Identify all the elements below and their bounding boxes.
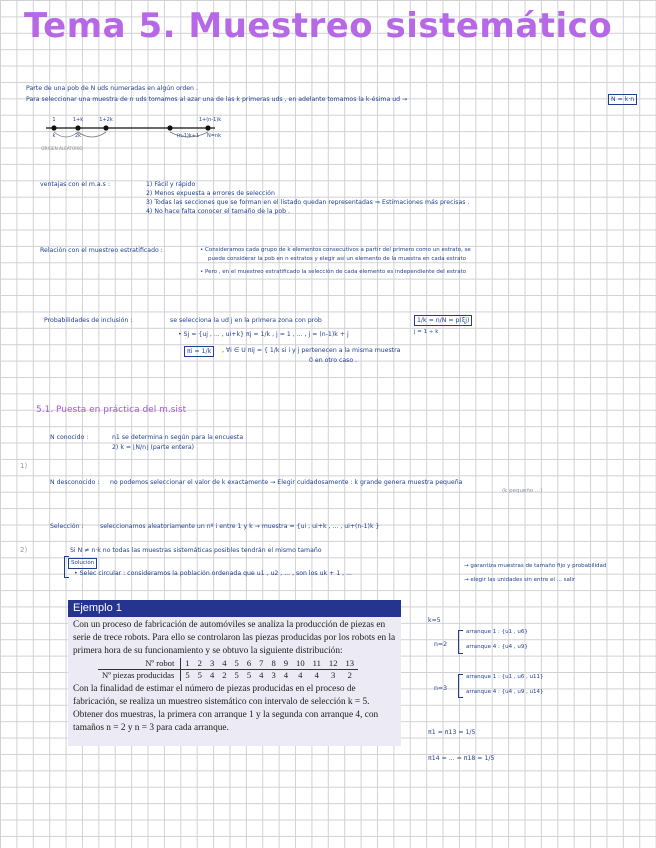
table-cell: 4 — [283, 670, 289, 680]
ventaja-3: 3) Todas las secciones que se forman en el listado quedan representadas ⇒ Estimaciones más precisas . — [146, 199, 470, 206]
table-cell: 4 — [314, 670, 319, 680]
table-cell: 7 — [255, 658, 267, 670]
row-label-piezas: Nº piezas producidas — [98, 670, 181, 682]
diagram-label-top-2: 1+k — [72, 117, 84, 123]
formula-box-n: N = k·n — [608, 94, 637, 105]
table-cell: 5 — [231, 658, 243, 670]
prob-label: Probabilidades de inclusión : — [44, 317, 133, 324]
table-cell: 13 — [342, 658, 359, 670]
ventajas-label: ventajas con el m.a.s : — [40, 181, 110, 188]
seleccion-label: Selección : — [50, 523, 84, 530]
relacion-label: Relación con el muestreo estratificado : — [40, 247, 163, 254]
diagram-point-5 — [205, 125, 210, 130]
table-cell: 5 — [234, 670, 239, 680]
relacion-1: • Consideramos cada grupo de k elementos consecutivos a partir del primero como un estrato, se — [200, 247, 471, 253]
prob-line-1: se selecciona la ud j en la primera zona con prob — [170, 317, 322, 324]
table-cell: 6 — [243, 658, 255, 670]
solution-n3-a: arranque 1 : {u1 , u6 , u11} — [466, 674, 544, 680]
table-cell: 11 — [309, 658, 325, 670]
table-cell: 5 — [185, 670, 190, 680]
diagram-caption: ORIGEN ALEATORIO — [41, 146, 83, 151]
table-cell: 8 — [267, 658, 279, 670]
ventaja-1: 1) Fácil y rápido — [146, 181, 196, 188]
solucion-label: Solución — [68, 558, 97, 569]
example-box — [68, 600, 401, 746]
n-unknown-label: N desconocido : — [50, 479, 100, 486]
relacion-2: puede considerar la pob en n estratos y elegir así un elemento de la muestra en cada estrato — [208, 256, 466, 262]
prob-box-1: 1/k = n/N = p(ξj) — [414, 315, 472, 326]
solution-n2: n=2 — [434, 641, 448, 648]
row-label-robot: Nº robot — [98, 658, 181, 670]
table-cell: 12 — [325, 658, 342, 670]
systematic-diagram — [40, 112, 230, 154]
example-header: Ejemplo 1 — [68, 600, 401, 617]
diagram-label-low-4: N=nk — [207, 133, 221, 139]
diagram-arc-2 — [78, 132, 106, 137]
si-text: Si N ≠ n·k no todas las muestras sistemáticas posibles tendrán el mismo tamaño — [70, 547, 322, 554]
margin-mark-2: 2) — [20, 546, 28, 554]
table-cell: 5 — [246, 670, 252, 680]
diagram-point-3 — [103, 125, 108, 130]
table-row-piezas — [98, 670, 358, 682]
solution-k: k=5 — [428, 617, 441, 624]
right-note-1: → garantiza muestras de tamaño fijo y probabilidad — [464, 563, 607, 569]
ventaja-2: 2) Menos expuesta a errores de selección — [146, 190, 275, 197]
table-cell: 4 — [259, 670, 264, 680]
prob-under: j = 1 ÷ k — [414, 329, 439, 335]
bracket-n3 — [458, 674, 463, 698]
solution-n2-a: arranque 1 : {u1 , u6} — [466, 629, 528, 635]
solution-pi-1: π1 = π13 = 1/5 — [428, 729, 476, 736]
prob-line-4: 0 en otro caso . — [309, 357, 358, 364]
diagram-label-top-4: 1+(n-1)k — [198, 117, 222, 123]
page-title: Tema 5. Muestreo sistemático — [24, 6, 613, 46]
table-cell: 5 — [197, 670, 202, 680]
table-cell: 3 — [331, 670, 336, 680]
table-cell: 1 — [181, 658, 194, 670]
diagram-label-low-3: (n-1)k+1 — [176, 133, 200, 139]
table-cell: 4 — [209, 670, 215, 680]
table-cell: 2 — [347, 670, 352, 680]
diagram-label-top-1: 1 — [52, 117, 56, 123]
table-cell: 4 — [298, 670, 303, 680]
diagram-point-1 — [51, 125, 56, 130]
diagram-point-2 — [75, 125, 80, 130]
diagram-label-low-1: k — [52, 133, 56, 139]
margin-mark-1: 1) — [20, 462, 28, 470]
diagram-point-4 — [167, 125, 172, 130]
table-cell: 2 — [194, 658, 206, 670]
intro-line-2: Para seleccionar una muestra de n uds tomamos al azar una de las k primeras uds , en adelante tomamos la k-ésima ud → — [26, 96, 408, 103]
circular-text: • Selec circular : consideramos la población ordenada que u1 , u2 , ... , son los uk + 1 , ... — [74, 570, 352, 577]
n-known-text-1: n1 se determina n según para la encuesta — [112, 434, 244, 441]
diagram-label-top-3: 1+2k — [99, 117, 113, 123]
n-known-text-2: 2) k = ⌊N/n⌋ (parte entera) — [112, 444, 195, 451]
solution-pi-2: π14 = ... = π18 = 1/5 — [428, 755, 495, 762]
table-cell: 3 — [271, 670, 276, 680]
table-cell: 2 — [222, 670, 227, 680]
solution-n3: n=3 — [434, 685, 448, 692]
table-cell: 4 — [218, 658, 230, 670]
prob-line-2: • Sj = {uj , ... , ui+k} πj = 1/k , j = 1 , ... , j = (n-1)k + j — [178, 331, 349, 338]
ventaja-4: 4) No hace falta conocer el tamaño de la pob . — [146, 208, 291, 215]
example-paragraph-1: Con un proceso de fabricación de automóviles se analiza la producción de piezas en serie de trece robots. Para ello se controlaron las piezas producidas por los robots en la primera hora de su funcionamiento y se obtuvo la siguiente distribución: — [73, 620, 396, 656]
table-cell: 3 — [206, 658, 218, 670]
relacion-3: • Pero , en el muestreo estratificado la selección de cada elemento es independiente del estrato — [200, 269, 467, 275]
table-row-robots — [98, 658, 358, 670]
n-unknown-sub: (k pequeño ...) — [502, 488, 543, 494]
table-cell: 10 — [292, 658, 309, 670]
example-paragraph-2: Con la finalidad de estimar el número de piezas producidas en el proceso de fabricación, se realiza un muestreo sistemático con intervalo de selección k = 5. Obtener dos muestras, la primera con arranque 1 y la segunda con arranque 4, con tamaños n = 2 y n = 3 para cada arranque. — [73, 684, 379, 733]
seleccion-text: seleccionamos aleatoriamente un nº i entre 1 y k → muestra = {ui , ui+k , ... , ui+(n-1)k } — [100, 523, 380, 530]
solution-n2-b: arranque 4 : {u4 , u9} — [466, 644, 528, 650]
solution-n3-b: arranque 4 : {u4 , u9 , u14} — [466, 689, 544, 695]
intro-line-1: Parte de una pob de N uds numeradas en algún orden . — [26, 85, 198, 92]
n-unknown-text: no podemos seleccionar el valor de k exactamente → Elegir cuidadosamente : k grande genera muestra pequeña — [110, 479, 463, 486]
right-note-2: → elegir las unidades sin entre el ... salir — [464, 577, 576, 583]
table-cell: 9 — [280, 658, 292, 670]
diagram-label-low-2: 2k — [74, 133, 82, 139]
example-table — [98, 658, 358, 681]
prob-box-2: πi = 1/k — [184, 346, 214, 357]
prob-line-3: , ∀i ∈ U πij = { 1/k si i y j pertenecen a la misma muestra — [222, 347, 401, 354]
n-known-label: N conocido : — [50, 434, 89, 441]
section-heading: 5.1. Puesta en práctica del m.sist — [36, 405, 187, 415]
bracket-n2 — [458, 630, 463, 654]
